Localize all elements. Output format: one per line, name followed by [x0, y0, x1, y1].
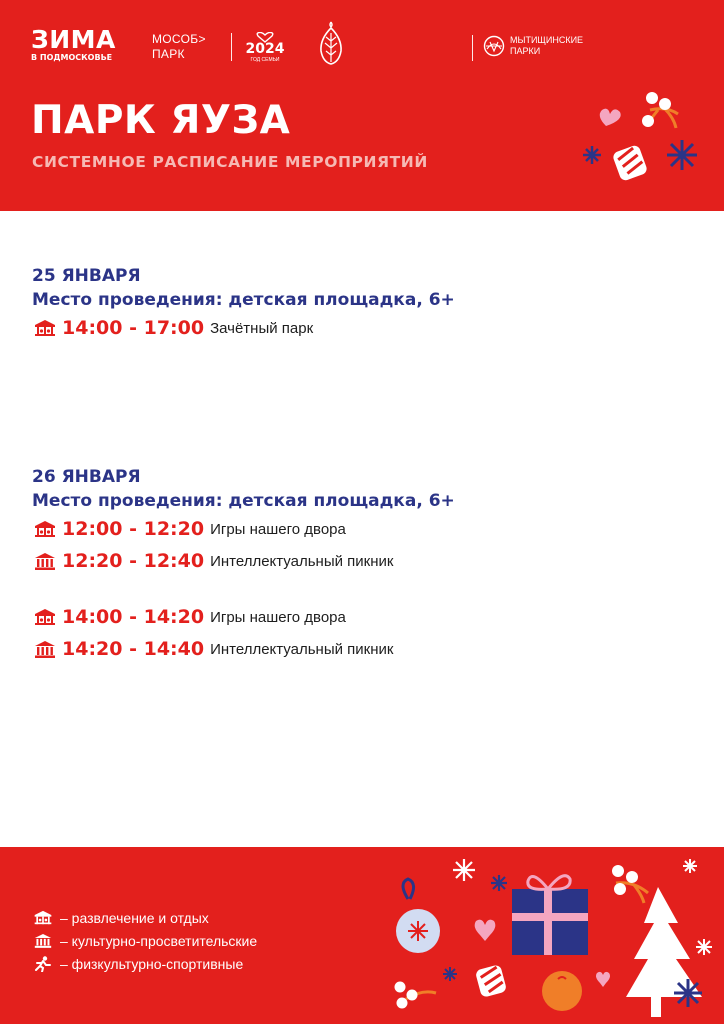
event-row [32, 601, 692, 633]
zima-logo-subtext: В ПОДМОСКОВЬЕ [31, 53, 113, 62]
event-row [32, 312, 692, 344]
snowflake-icon [583, 146, 601, 164]
legend-item [32, 952, 257, 975]
snowflake-icon [453, 859, 475, 881]
event-row [32, 513, 692, 545]
mitten-icon [475, 964, 507, 998]
day-venue: Место проведения: детская площадка, 6+ [32, 491, 455, 511]
runner-icon [32, 956, 54, 972]
snowflake-large-icon [667, 140, 697, 170]
day-block-2 [32, 465, 692, 665]
zima-logo-text: ЗИМА [31, 25, 116, 54]
carousel-icon [32, 318, 58, 338]
event-name: Интеллектуальный пикник [210, 640, 394, 658]
header-banner [0, 0, 724, 211]
day-venue: Место проведения: детская площадка, 6+ [32, 290, 455, 310]
museum-icon [32, 551, 58, 571]
carousel-icon [32, 910, 54, 926]
snowflake-icon [683, 859, 697, 873]
mitten-icon [612, 144, 649, 182]
winter-footer-decoration [386, 847, 724, 1024]
day-date: 26 ЯНВАРЯ [32, 467, 141, 487]
event-row [32, 545, 692, 577]
snowflake-icon [696, 939, 712, 955]
mytishchi-logo-line2: ПАРКИ [510, 46, 541, 56]
event-time: 14:00 - 17:00 [62, 317, 205, 339]
winter-decoration-cluster [578, 88, 698, 198]
carousel-icon [32, 607, 58, 627]
logo-divider [231, 33, 232, 61]
museum-icon [32, 933, 54, 949]
mosoblpark-logo-line1: МОСОБ> [152, 32, 206, 46]
mosoblpark-logo-line2: ПАРК [152, 47, 185, 61]
snowflake-icon [491, 875, 507, 891]
event-time: 14:00 - 14:20 [62, 606, 205, 628]
legend [32, 906, 257, 975]
legend-text: – культурно-просветительские [60, 932, 258, 949]
berries-icon [612, 865, 648, 903]
heart-icon [596, 972, 610, 987]
year-of-family-year: 2024 [245, 41, 285, 57]
museum-icon [32, 639, 58, 659]
orange-fruit-icon [542, 971, 582, 1011]
snowflake-large-icon [674, 979, 702, 1007]
event-time: 12:20 - 12:40 [62, 550, 205, 572]
event-name: Игры нашего двора [210, 608, 346, 626]
event-name: Интеллектуальный пикник [210, 552, 394, 570]
berries-icon [395, 982, 437, 1009]
mosoblpark-logo [152, 32, 206, 62]
page-title: ПАРК ЯУЗА [31, 98, 291, 143]
mytishchi-parks-logo [510, 35, 583, 57]
heart-icon [600, 109, 621, 126]
year-of-family-logo [244, 32, 286, 64]
leaf-ornament-icon [318, 21, 344, 65]
legend-text: – развлечение и отдых [60, 909, 209, 926]
page-subtitle: СИСТЕМНОЕ РАСПИСАНИЕ МЕРОПРИЯТИЙ [32, 153, 428, 171]
mytishchi-logo-line1: МЫТИЩИНСКИЕ [510, 35, 584, 45]
mytishchi-parks-emblem-icon [483, 35, 505, 57]
event-time: 14:20 - 14:40 [62, 638, 205, 660]
legend-text: – физкультурно-спортивные [60, 955, 244, 972]
event-name: Зачётный парк [210, 319, 314, 337]
legend-item [32, 906, 257, 929]
ornament-ball-icon [396, 879, 440, 953]
heart-icon [475, 920, 496, 941]
carousel-icon [32, 519, 58, 539]
event-name: Игры нашего двора [210, 520, 346, 538]
legend-item [32, 929, 257, 952]
logo-divider-right [472, 35, 473, 61]
gift-box-icon [512, 876, 588, 955]
year-of-family-caption: ГОД СЕМЬИ [250, 57, 280, 63]
event-row [32, 633, 692, 665]
footer-banner [0, 847, 724, 1024]
day-date: 25 ЯНВАРЯ [32, 266, 141, 286]
day-block-1 [32, 264, 692, 344]
zima-logo [31, 27, 116, 63]
spacer [32, 577, 692, 601]
berries-icon [642, 92, 678, 128]
event-time: 12:00 - 12:20 [62, 518, 205, 540]
snowflake-icon [443, 967, 457, 981]
